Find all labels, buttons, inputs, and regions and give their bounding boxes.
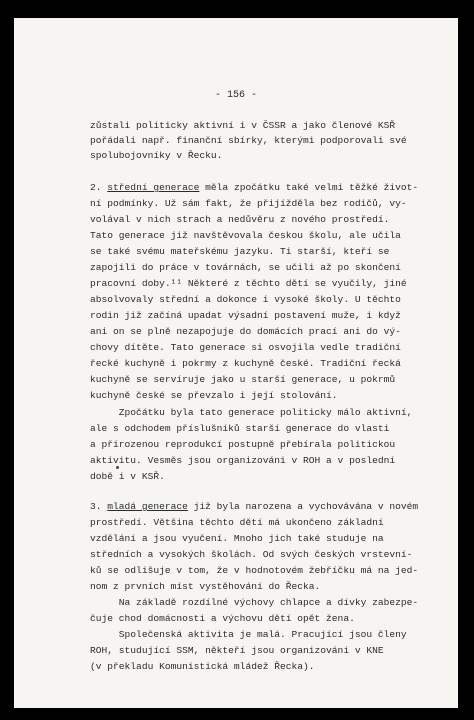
text-line bbox=[90, 183, 418, 193]
line-text: kuchyně se servíruje jako u starší generace, u pokrmů bbox=[90, 374, 396, 385]
line-text: volával v nich strach a nedůvěru z nového prostředí. bbox=[90, 214, 390, 225]
line-text: aktivitu. Vesměs jsou organizováni v ROH a v poslední bbox=[90, 455, 396, 466]
line-text: nom z prvních míst vystěhování do Řecka. bbox=[90, 581, 321, 592]
line-text: se také svému mateřskému jazyku. Ti starší, kteří se bbox=[90, 246, 390, 257]
line-text: již byla narozena a vychovávána v novém bbox=[187, 501, 419, 512]
text-line bbox=[90, 151, 222, 161]
line-text: měla zpočátku také velmi těžké život- bbox=[199, 182, 419, 193]
text-line bbox=[90, 199, 407, 209]
line-text: Společenská aktivita je malá. Pracující jsou členy bbox=[90, 629, 407, 640]
text-line bbox=[90, 472, 165, 482]
stray-dot-mark bbox=[116, 466, 119, 469]
text-line bbox=[90, 375, 395, 385]
line-text: pracovní doby.¹¹ Některé z těchto dětí se vyučily, jiné bbox=[90, 278, 407, 289]
line-text: zapojili do práce v továrnách, se učili až po skončení bbox=[90, 262, 401, 273]
line-text: chovy dítěte. Tato generace si osvojila vedle tradiční bbox=[90, 342, 401, 353]
line-text: ROH, studující SSM, někteří jsou organizováni v KNE bbox=[90, 645, 384, 656]
list-number: 3. bbox=[90, 501, 108, 512]
line-text: absolvovaly střední a dokonce i vysoké školy. U těchto bbox=[90, 294, 401, 305]
text-line bbox=[90, 440, 395, 450]
line-text: Tato generace již navštěvovala českou školu, ale učila bbox=[90, 230, 401, 241]
line-text: prostředí. Většina těchto dětí má ukončeno základní bbox=[90, 517, 384, 528]
text-line bbox=[90, 247, 389, 257]
list-number: 2. bbox=[90, 182, 108, 193]
text-line bbox=[90, 327, 401, 337]
text-line bbox=[90, 598, 418, 608]
text-line bbox=[90, 614, 355, 624]
line-text: kuchyně české se převzalo i její stolování. bbox=[90, 390, 338, 401]
line-text: ní podmínky. Už sám fakt, že přijížděla bez rodičů, vy- bbox=[90, 198, 407, 209]
line-text: Na základě rozdílné výchovy chlapce a dívky zabezpe- bbox=[90, 597, 419, 608]
line-text: pořádali např. finanční sbírky, kterými podporovali své bbox=[90, 135, 407, 146]
page-number: - 156 - bbox=[214, 90, 257, 101]
line-text: ků se odlišuje v tom, že v hodnotovém žebříčku má na jed- bbox=[90, 565, 419, 576]
text-line bbox=[90, 136, 407, 146]
line-text: Zpočátku byla tato generace politicky málo aktivní, bbox=[90, 407, 413, 418]
line-text: vzdělání a jsou vyučení. Mnoho jich také studuje na bbox=[90, 533, 384, 544]
line-text: (v překladu Komunistická mládež Řecka). bbox=[90, 661, 315, 672]
text-line bbox=[90, 343, 401, 353]
text-line bbox=[90, 279, 407, 289]
text-line bbox=[90, 534, 384, 544]
line-text: středních a vysokých školách. Od svých českých vrstevní- bbox=[90, 549, 413, 560]
text-line bbox=[90, 582, 320, 592]
text-line bbox=[90, 630, 407, 640]
text-line bbox=[90, 311, 401, 321]
underlined-term: mladá generace bbox=[107, 501, 188, 512]
line-text: zůstali politicky aktivní i v ČSSR a jako členové KSŘ bbox=[90, 120, 396, 131]
text-line bbox=[90, 518, 384, 528]
text-line bbox=[90, 408, 412, 418]
text-line bbox=[90, 359, 401, 369]
text-line bbox=[90, 391, 338, 401]
line-text: spolubojovníky v Řecku. bbox=[90, 150, 223, 161]
text-line bbox=[90, 550, 412, 560]
text-line bbox=[90, 295, 401, 305]
document-page bbox=[14, 18, 458, 708]
text-line bbox=[90, 263, 401, 273]
text-line bbox=[90, 566, 418, 576]
line-text: řecké kuchyně i pokrmy z kuchyně české. Tradiční řecká bbox=[90, 358, 401, 369]
text-line bbox=[90, 121, 395, 131]
line-text: ale s odchodem příslušníků starší generace do vlasti bbox=[90, 423, 390, 434]
line-text: době i v KSŘ. bbox=[90, 471, 165, 482]
text-line bbox=[90, 424, 389, 434]
underlined-term: střední generace bbox=[107, 182, 200, 193]
line-text: a přirozenou reprodukcí postupně přebírala politickou bbox=[90, 439, 396, 450]
line-text: čuje chod domácnosti a výchovu dětí opět žena. bbox=[90, 613, 355, 624]
text-line bbox=[90, 456, 395, 466]
text-line bbox=[90, 502, 418, 512]
line-text: rodin již začíná upadat výsadní postavení muže, i když bbox=[90, 310, 401, 321]
text-line bbox=[90, 231, 401, 241]
text-line bbox=[90, 215, 389, 225]
text-line bbox=[90, 646, 384, 656]
line-text: ani on se plně nezapojuje do domácích prací ani do vý- bbox=[90, 326, 401, 337]
text-line bbox=[90, 662, 315, 672]
